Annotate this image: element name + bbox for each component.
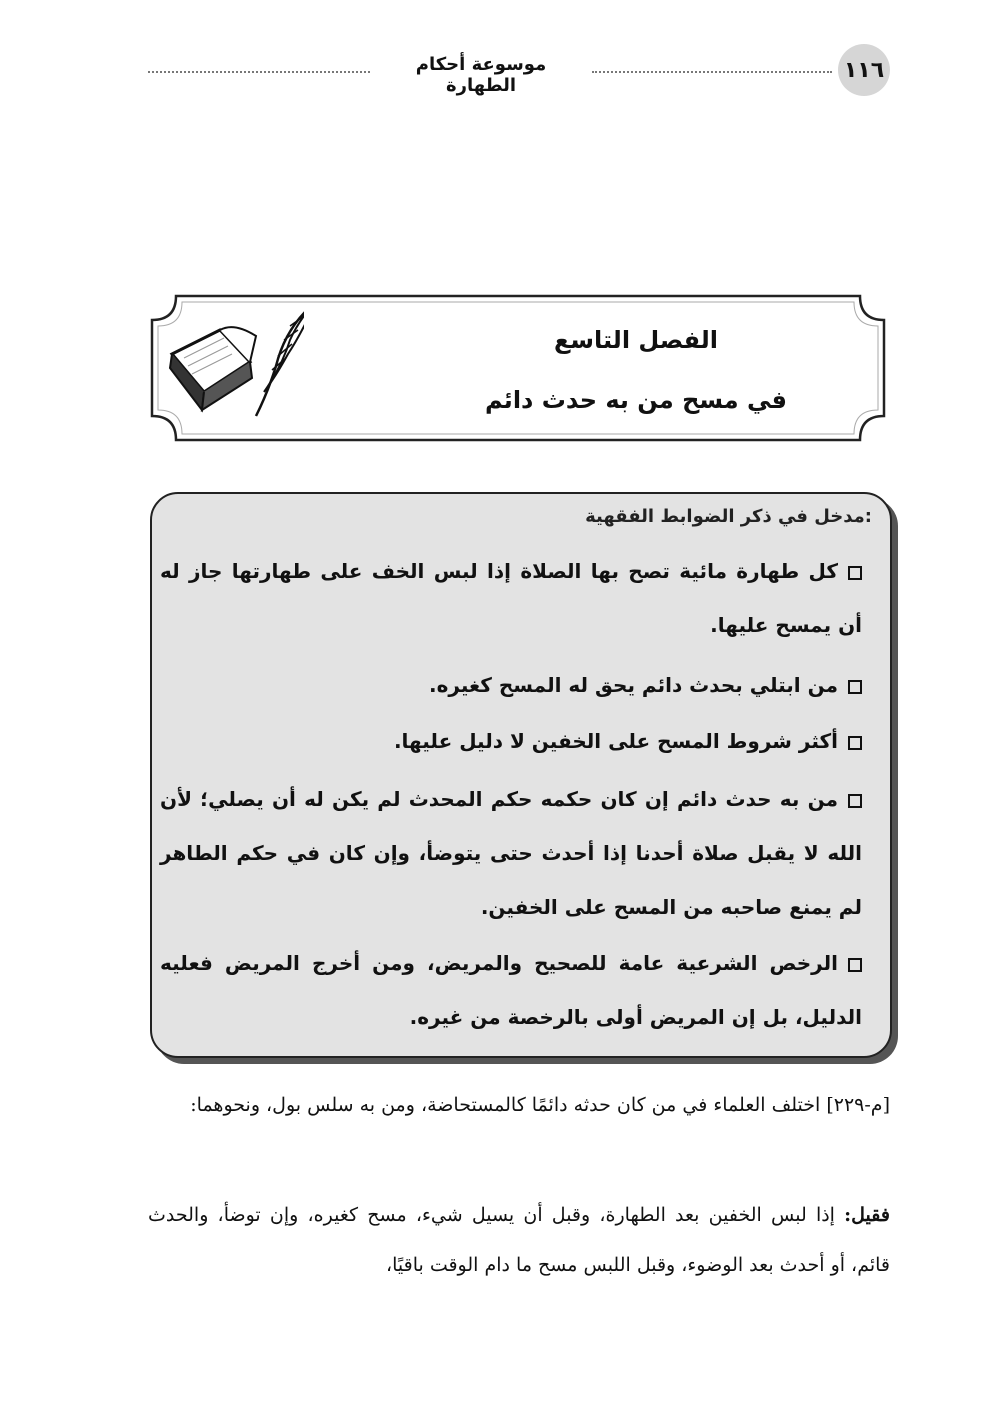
checkbox-icon [848,566,862,580]
rule-item [160,544,862,652]
paragraph-text: إذا لبس الخفين بعد الطهارة، وقبل أن يسيل شيء، مسح كغيره، وإن توضأ، والحدث قائم، أو أحدث بعد الوضوء، وقبل اللبس مسح ما دام الوقت باقيًا، [148,1204,890,1276]
header-divider-left [148,71,370,73]
paragraph-lead: فقيل: [844,1204,890,1226]
rule-item [160,936,862,1044]
rule-item [160,714,862,768]
rule-text: كل طهارة مائية تصح بها الصلاة إذا لبس الخف على طهارتها جاز له أن يمسح عليها. [160,559,862,637]
header-divider-right [592,71,832,73]
rule-text: الرخص الشرعية عامة للصحيح والمريض، ومن أخرج المريض فعليه الدليل، بل إن المريض أولى بالرخصة من غيره. [160,951,862,1029]
rules-summary-box [150,492,892,1058]
chapter-subtitle: في مسح من به حدث دائم [484,386,788,414]
rule-item [160,772,862,934]
running-title: موسوعة أحكام الطهارة [415,54,547,96]
checkbox-icon [848,680,862,694]
chapter-title: الفصل التاسع [554,326,718,354]
chapter-title-frame [146,290,890,446]
checkbox-icon [848,736,862,750]
body-paragraph [148,1190,890,1290]
body-paragraph: [م-٢٢٩] اختلف العلماء في من كان حدثه دائمًا كالمستحاضة، ومن به سلس بول، ونحوهما: [190,1094,890,1116]
rule-text: من به حدث دائم إن كان حكمه حكم المحدث لم يكن له أن يصلي؛ لأن الله لا يقبل صلاة أحدنا إذا أحدث حتى يتوضأ، وإن كان في حكم الطاهر لم يمنع صاحبه من المسح على الخفين. [160,787,862,919]
page-number: ١١٦ [838,44,890,96]
checkbox-icon [848,794,862,808]
checkbox-icon [848,958,862,972]
rule-text: من ابتلي بحدث دائم يحق له المسح كغيره. [429,673,838,697]
rule-item [160,658,862,712]
page-header [148,44,890,96]
book-and-quill-icon [164,296,304,426]
rule-text: أكثر شروط المسح على الخفين لا دليل عليها. [393,729,838,753]
summary-heading: مدخل في ذكر الضوابط الفقهية: [585,506,872,527]
